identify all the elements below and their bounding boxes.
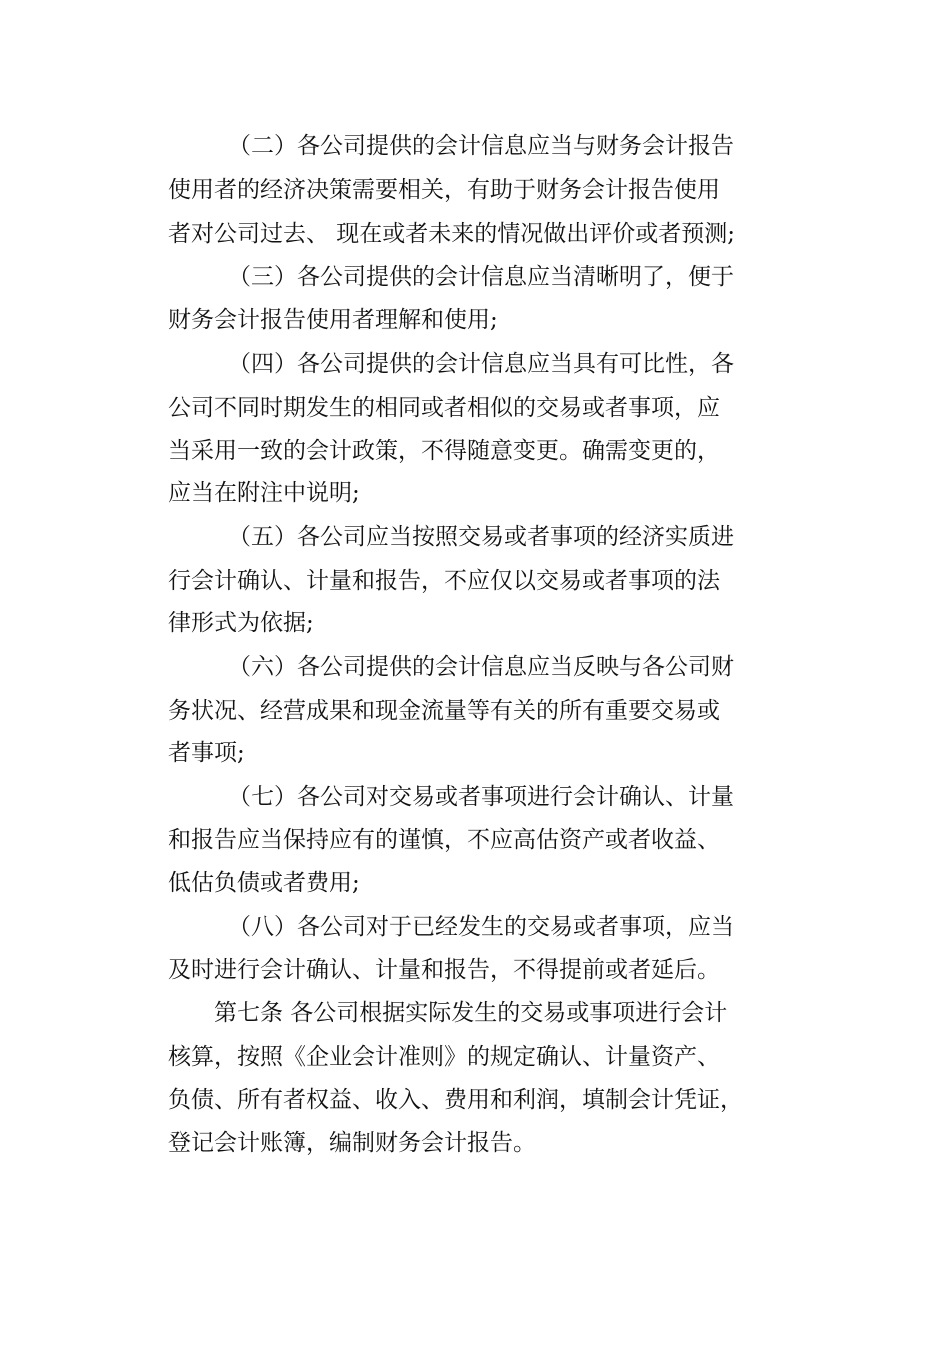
text-line: 和报告应当保持应有的谨慎，不应高估资产或者收益、 xyxy=(168,827,720,853)
text-line: 及时进行会计确认、计量和报告，不得提前或者延后。 xyxy=(168,957,720,983)
text-line: 核算，按照《企业会计准则》的规定确认、计量资产、 xyxy=(168,1044,720,1070)
text-line: 当采用一致的会计政策，不得随意变更。确需变更的， xyxy=(168,438,720,464)
text-line: （三）各公司提供的会计信息应当清晰明了，便于 xyxy=(228,264,734,290)
text-line: 财务会计报告使用者理解和使用; xyxy=(168,307,498,333)
text-line: 使用者的经济决策需要相关，有助于财务会计报告使用 xyxy=(168,177,720,203)
text-line: 公司不同时期发生的相同或者相似的交易或者事项，应 xyxy=(168,395,720,421)
text-line: （六）各公司提供的会计信息应当反映与各公司财 xyxy=(228,654,734,680)
text-line: 第七条 各公司根据实际发生的交易或事项进行会计 xyxy=(214,1000,728,1026)
text-line: 应当在附注中说明; xyxy=(168,480,360,506)
text-line: 行会计确认、计量和报告，不应仅以交易或者事项的法 xyxy=(168,568,720,594)
text-line: 负债、所有者权益、收入、费用和利润，填制会计凭证， xyxy=(168,1087,743,1113)
text-line: （二）各公司提供的会计信息应当与财务会计报告 xyxy=(228,133,734,159)
text-line: （四）各公司提供的会计信息应当具有可比性，各 xyxy=(228,351,734,377)
text-line: 者事项; xyxy=(168,740,245,766)
text-line: 低估负债或者费用; xyxy=(168,870,360,896)
text-line: （五）各公司应当按照交易或者事项的经济实质进 xyxy=(228,524,734,550)
text-line: （七）各公司对交易或者事项进行会计确认、计量 xyxy=(228,784,734,810)
text-line: 务状况、经营成果和现金流量等有关的所有重要交易或 xyxy=(168,698,720,724)
text-line: （八）各公司对于已经发生的交易或者事项，应当 xyxy=(228,914,734,940)
text-line: 者对公司过去、 现在或者未来的情况做出评价或者预测; xyxy=(168,221,736,247)
text-line: 登记会计账簿，编制财务会计报告。 xyxy=(168,1130,536,1156)
text-line: 律形式为依据; xyxy=(168,610,314,636)
